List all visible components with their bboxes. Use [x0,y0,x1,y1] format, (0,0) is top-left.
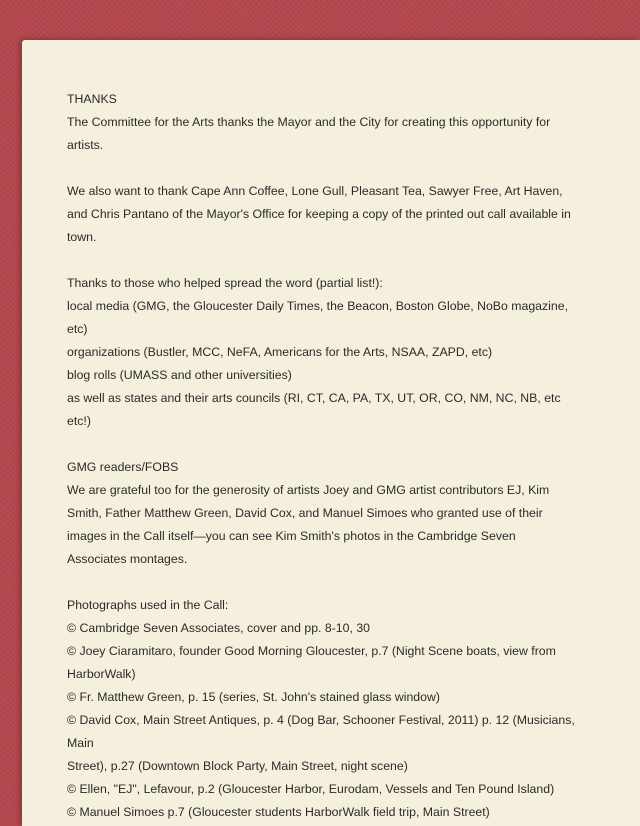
text-line: Associates montages. [67,552,188,566]
text-line: © Manuel Simoes p.7 (Gloucester students HarborWalk field trip, Main Street) [67,805,490,819]
text-line: Smith, Father Matthew Green, David Cox, and Manuel Simoes who granted use of their [67,506,543,520]
section-photographs [67,594,627,824]
text-line: organizations (Bustler, MCC, NeFA, Americans for the Arts, NSAA, ZAPD, etc) [67,345,493,359]
section-thanks [67,88,627,157]
text-line: We are grateful too for the generosity of artists Joey and GMG artist contributors EJ, Kim [67,483,550,497]
text-line: and Chris Pantano of the Mayor's Office for keeping a copy of the printed out call available in [67,207,571,221]
text-line: etc) [67,322,88,336]
text-line: © Fr. Matthew Green, p. 15 (series, St. John's stained glass window) [67,690,440,704]
text-line: etc!) [67,414,91,428]
text-line: © Cambridge Seven Associates, cover and pp. 8-10, 30 [67,621,370,635]
section-heading-line: THANKS [67,92,117,106]
acknowledgements-text [67,88,627,824]
text-line: local media (GMG, the Gloucester Daily Times, the Beacon, Boston Globe, NoBo magazine, [67,299,568,313]
paragraph-gap [67,433,627,456]
paper-card [22,40,640,826]
text-line: artists. [67,138,104,152]
paragraph-gap [67,157,627,180]
text-line: Street), p.27 (Downtown Block Party, Main Street, night scene) [67,759,408,773]
text-line: blog rolls (UMASS and other universities) [67,368,292,382]
text-line: Main [67,736,94,750]
text-line: images in the Call itself—you can see Kim Smith's photos in the Cambridge Seven [67,529,516,543]
text-line: town. [67,230,97,244]
section-heading-line: Thanks to those who helped spread the word (partial list!): [67,276,383,290]
text-line: © David Cox, Main Street Antiques, p. 4 (Dog Bar, Schooner Festival, 2011) p. 12 (Musicians, [67,713,575,727]
text-line: © Joey Ciaramitaro, founder Good Morning Gloucester, p.7 (Night Scene boats, view from [67,644,556,658]
section-heading-line: We also want to thank Cape Ann Coffee, Lone Gull, Pleasant Tea, Sawyer Free, Art Haven, [67,184,563,198]
section-heading-line: GMG readers/FOBS [67,460,179,474]
section-sponsors [67,180,627,249]
paragraph-gap [67,571,627,594]
paragraph-gap [67,249,627,272]
section-heading-line: Photographs used in the Call: [67,598,229,612]
text-line: HarborWalk) [67,667,136,681]
section-gmg-readers [67,456,627,571]
text-line: © Ellen, "EJ", Lefavour, p.2 (Gloucester Harbor, Eurodam, Vessels and Ten Pound Island) [67,782,555,796]
section-spread-word [67,272,627,433]
text-line: The Committee for the Arts thanks the Mayor and the City for creating this opportunity for [67,115,551,129]
text-line: as well as states and their arts councils (RI, CT, CA, PA, TX, UT, OR, CO, NM, NC, NB, etc [67,391,561,405]
